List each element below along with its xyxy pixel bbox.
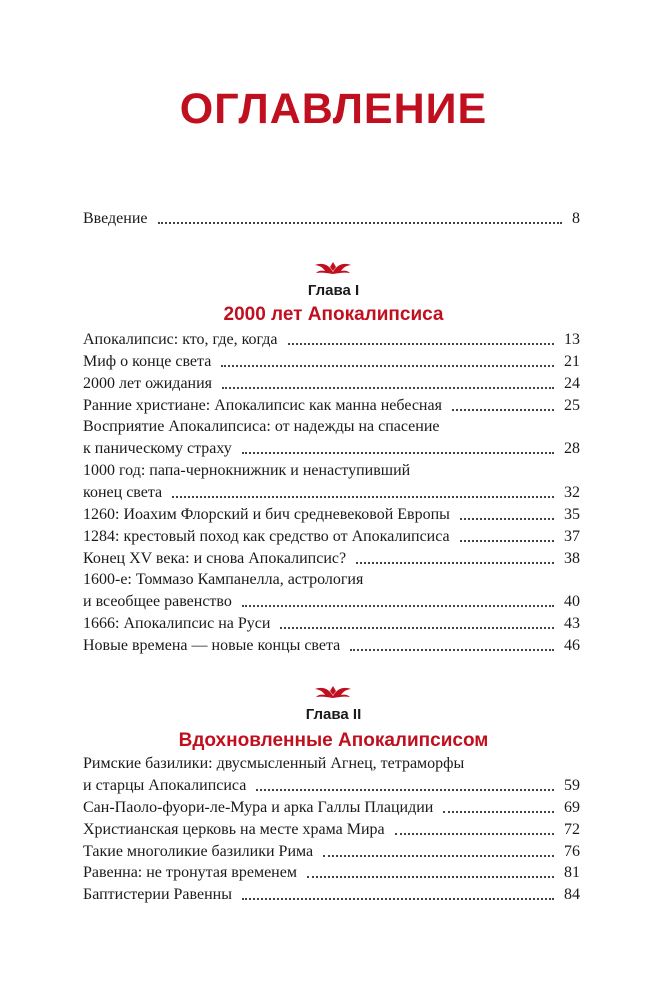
- page-number: 46: [564, 637, 580, 654]
- entry-title: и старцы Апокалипсиса: [83, 777, 247, 794]
- chapter-title: Вдохновленные Апокалипсисом: [178, 730, 489, 751]
- dot-leader: [242, 898, 554, 900]
- page-number: 28: [564, 440, 580, 457]
- entry-title: Баптистерии Равенны: [83, 886, 232, 903]
- dot-leader: [356, 562, 554, 564]
- page-number: 40: [564, 593, 580, 610]
- entry-title: Христианская церковь на месте храма Мира: [83, 821, 385, 838]
- dot-leader: [221, 365, 554, 367]
- entry-title: Конец XV века: и снова Апокалипсис?: [83, 550, 347, 567]
- entry-title-line1: 1000 год: папа-чернокнижник и ненаступивший: [83, 462, 411, 479]
- page-number: 8: [572, 210, 580, 227]
- toc-entry[interactable]: [83, 482, 580, 504]
- entry-title: Ранние христиане: Апокалипсис как манна небесная: [83, 397, 442, 414]
- toc-entry-intro[interactable]: [83, 208, 580, 230]
- page-number: 84: [564, 886, 580, 903]
- winged-ornament-icon: [315, 683, 351, 699]
- entry-title: Сан-Паоло-фуори-ле-Мура и арка Галлы Плацидии: [83, 799, 434, 816]
- dot-leader: [256, 789, 554, 791]
- page-number: 37: [564, 528, 580, 545]
- page-number: 43: [564, 615, 580, 632]
- entry-title-line1: Римские базилики: двусмысленный Агнец, тетраморфы: [83, 755, 465, 772]
- dot-leader: [307, 876, 554, 878]
- dot-leader: [350, 649, 554, 651]
- page-number: 81: [564, 864, 580, 881]
- dot-leader: [323, 855, 554, 857]
- dot-leader: [242, 605, 554, 607]
- dot-leader: [222, 387, 554, 389]
- toc-entry-line1[interactable]: [83, 460, 503, 482]
- dot-leader: [460, 540, 554, 542]
- toc-entry[interactable]: [83, 438, 580, 460]
- dot-leader: [242, 452, 554, 454]
- toc-entry[interactable]: [83, 613, 580, 635]
- dot-leader: [172, 496, 554, 498]
- page-number: 25: [564, 397, 580, 414]
- page-number: 38: [564, 550, 580, 567]
- dot-leader: [158, 222, 563, 224]
- chapter-title: 2000 лет Апокалипсиса: [223, 304, 444, 325]
- toc-entry[interactable]: [83, 841, 580, 863]
- page-number: 59: [564, 777, 580, 794]
- toc-entry[interactable]: [83, 329, 580, 351]
- dot-leader: [452, 409, 554, 411]
- dot-leader: [395, 833, 554, 835]
- toc-entry-line1[interactable]: [83, 753, 503, 775]
- dot-leader: [288, 343, 554, 345]
- toc-entry[interactable]: [83, 548, 580, 570]
- winged-ornament-icon: [315, 259, 351, 275]
- toc-entry[interactable]: [83, 635, 580, 657]
- toc-entry-line1[interactable]: [83, 569, 503, 591]
- page-number: 13: [564, 331, 580, 348]
- page-number: 24: [564, 375, 580, 392]
- page-number: 35: [564, 506, 580, 523]
- toc-entry[interactable]: [83, 526, 580, 548]
- dot-leader: [443, 811, 554, 813]
- entry-title: Равенна: не тронутая временем: [83, 864, 297, 881]
- page-number: 76: [564, 843, 580, 860]
- toc-entry[interactable]: [83, 775, 580, 797]
- entry-title: и всеобщее равенство: [83, 593, 232, 610]
- chapter-label: Глава I: [307, 282, 360, 299]
- toc-entry[interactable]: [83, 395, 580, 417]
- entry-title: Апокалипсис: кто, где, когда: [83, 331, 278, 348]
- entry-title: Такие многоликие базилики Рима: [83, 843, 314, 860]
- toc-entry[interactable]: [83, 819, 580, 841]
- page-title: ОГЛАВЛЕНИЕ: [179, 85, 488, 133]
- toc-entry[interactable]: [83, 862, 580, 884]
- chapter-label: Глава II: [305, 706, 362, 723]
- entry-title: 2000 лет ожидания: [83, 375, 213, 392]
- dot-leader: [460, 518, 554, 520]
- entry-title-line1: 1600-е: Томмазо Кампанелла, астрология: [83, 571, 364, 588]
- page-number: 21: [564, 353, 580, 370]
- dot-leader: [280, 627, 554, 629]
- entry-title: конец света: [83, 484, 163, 501]
- entry-title: 1260: Иоахим Флорский и бич средневековой Европы: [83, 506, 450, 523]
- toc-entry[interactable]: [83, 884, 580, 906]
- toc-entry[interactable]: [83, 797, 580, 819]
- page-number: 32: [564, 484, 580, 501]
- toc-entry[interactable]: [83, 373, 580, 395]
- entry-title: 1666: Апокалипсис на Руси: [83, 615, 271, 632]
- entry-title: 1284: крестовый поход как средство от Апокалипсиса: [83, 528, 450, 545]
- entry-title: Миф о конце света: [83, 353, 212, 370]
- entry-title: к паническому страху: [83, 440, 232, 457]
- page-number: 69: [564, 799, 580, 816]
- entry-title-line1: Восприятие Апокалипсиса: от надежды на спасение: [83, 418, 440, 435]
- entry-title: Новые времена — новые концы света: [83, 637, 341, 654]
- toc-entry[interactable]: [83, 591, 580, 613]
- page-number: 72: [564, 821, 580, 838]
- toc-entry[interactable]: [83, 504, 580, 526]
- entry-title: Введение: [83, 210, 148, 227]
- toc-entry[interactable]: [83, 351, 580, 373]
- toc-entry-line1[interactable]: [83, 416, 503, 438]
